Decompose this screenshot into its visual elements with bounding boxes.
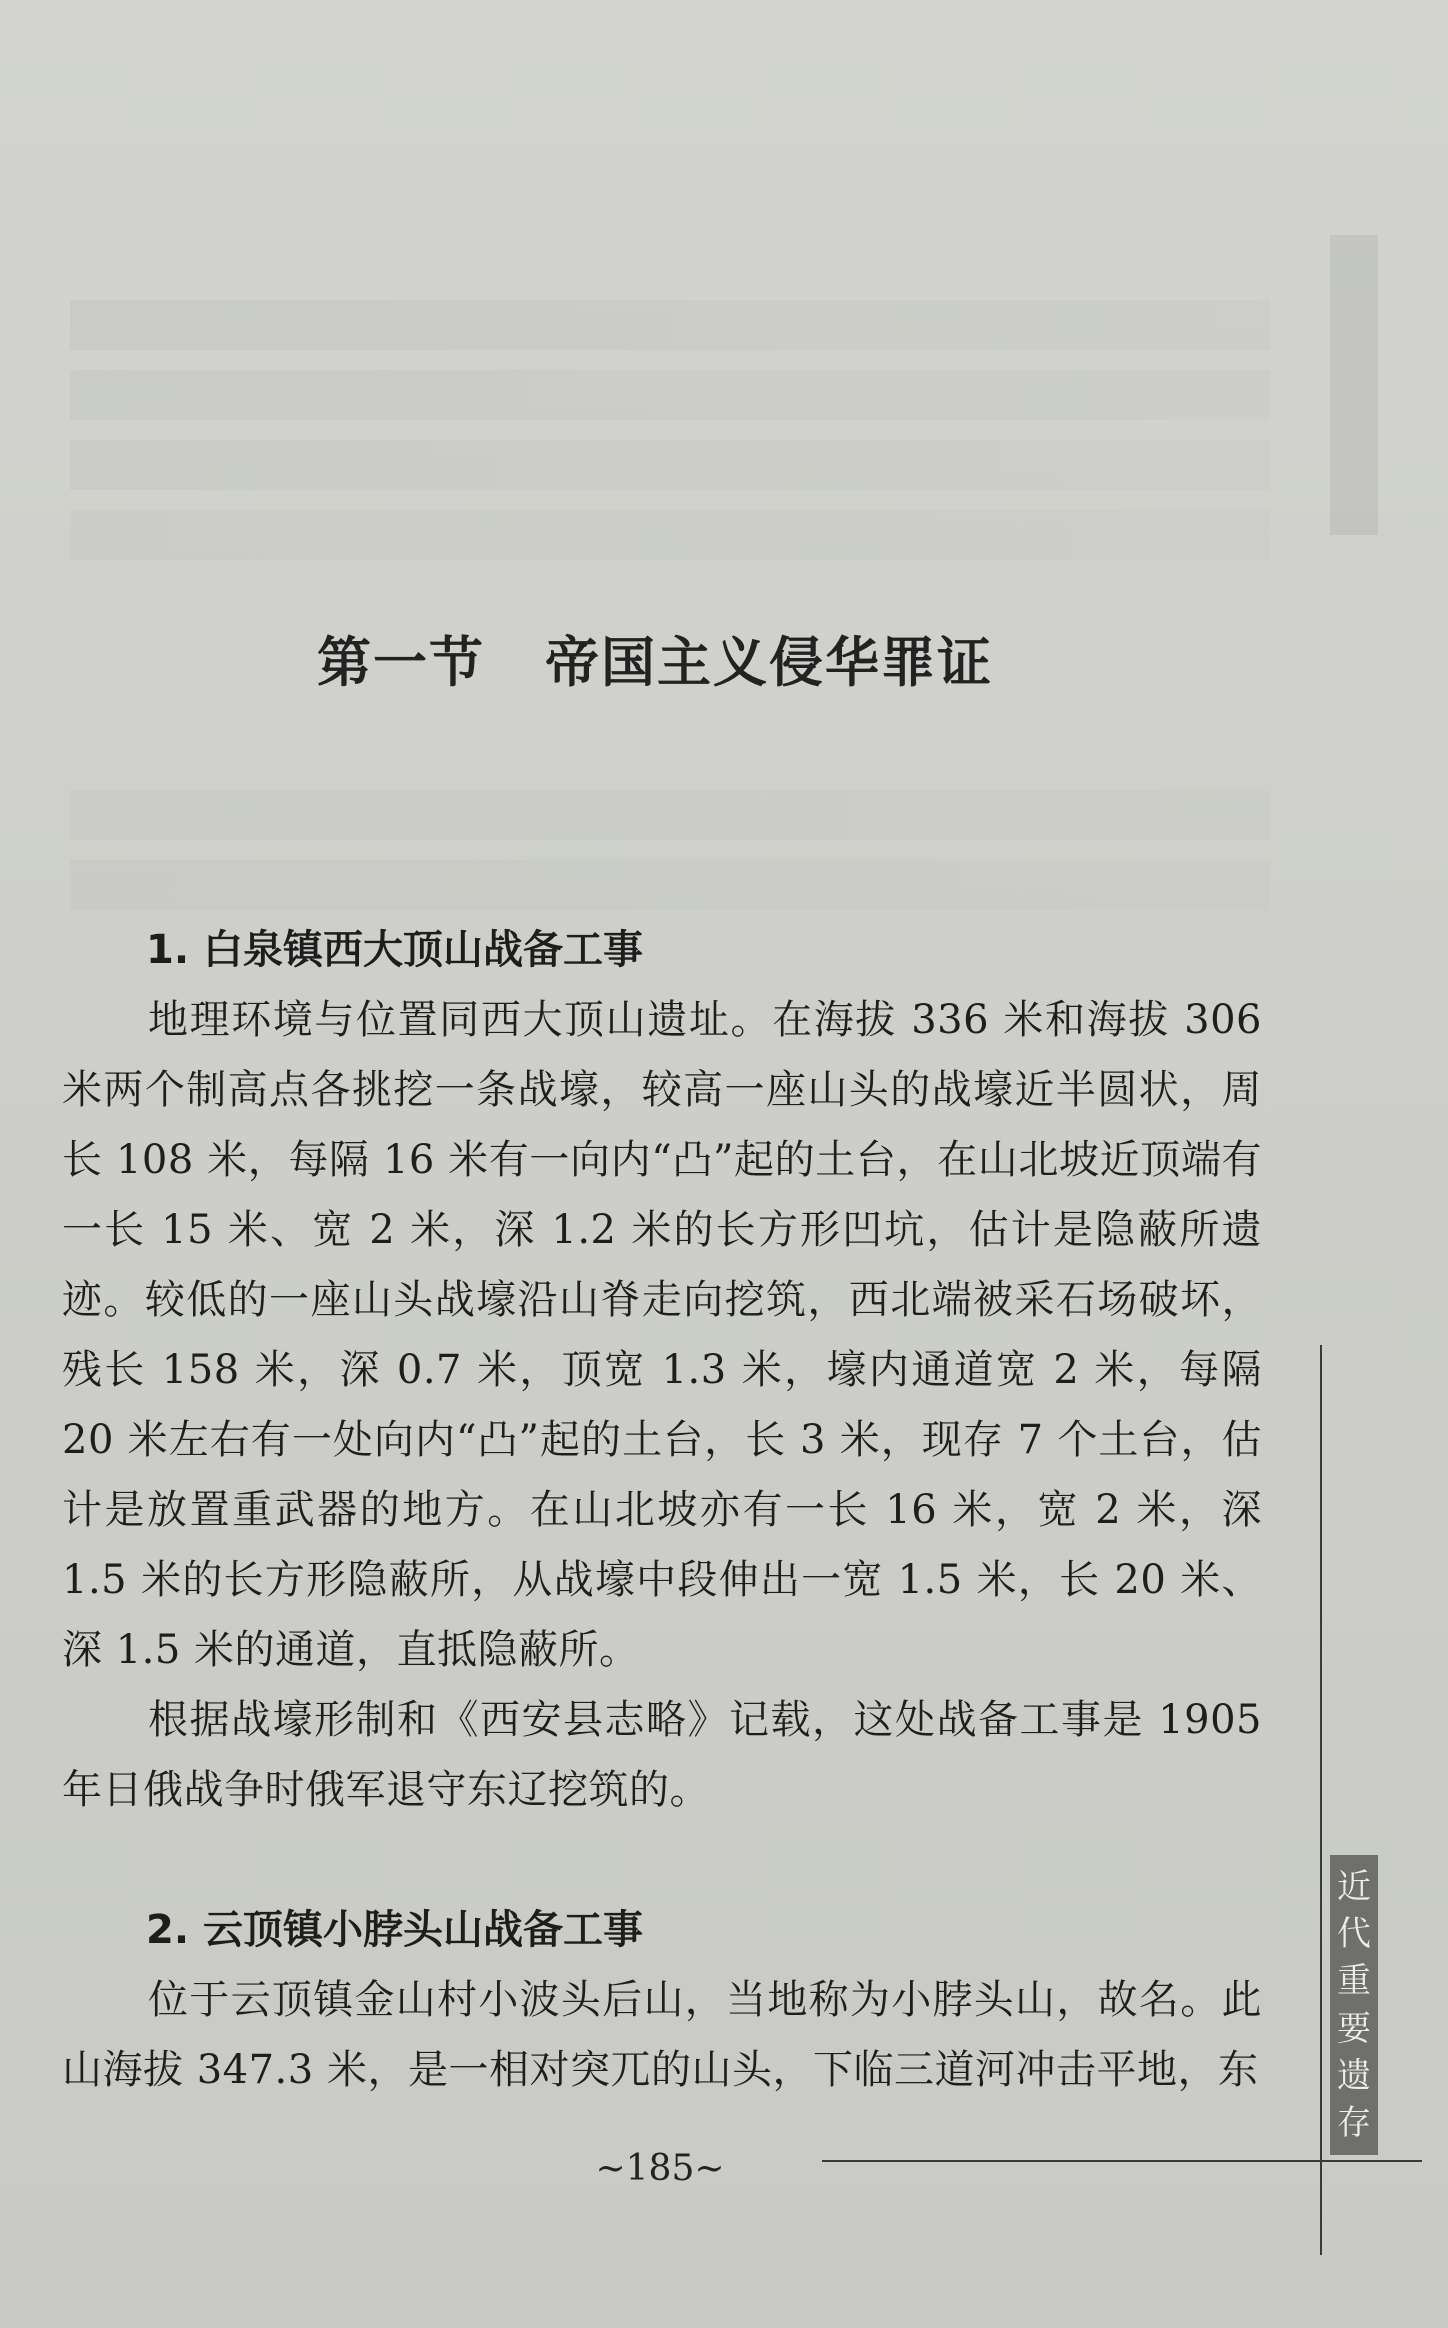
side-tab-char: 重 — [1337, 1961, 1371, 2002]
paragraph: 地理环境与位置同西大顶山遗址。在海拔 336 米和海拔 306 米两个制高点各挑挖一条战壕，较高一座山头的战壕近半圆状，周长 108 米，每隔 16 米有一向内“凸”起的土台，在山北坡近顶端有一长 15 米、宽 2 米，深 1.2 米的长方形凹坑，估计是隐蔽所遗迹。较低的一座山头战壕沿山脊走向挖筑，西北端被采石场破坏，残长 158 米，深 0.7 米，顶宽 1.3 米，壕内通道宽 2 米，每隔 20 米左右有一处向内“凸”起的土台，长 3 米，现存 7 个土台，估计是放置重武器的地方。在山北坡亦有一长 16 米，宽 2 米，深 1.5 米的长方形隐蔽所，从战壕中段伸出一宽 1.5 米，长 20 米、深 1.5 米的通道，直抵隐蔽所。 — [62, 997, 1262, 1673]
paragraph: 位于云顶镇金山村小波头后山，当地称为小脖头山，故名。此山海拔 347.3 米，是一相对突兀的山头，下临三道河冲击平地，东 — [62, 1977, 1262, 2093]
section-number: 第一节 — [317, 631, 485, 694]
section-title — [0, 620, 1310, 697]
bleed-through-texture — [70, 300, 1270, 350]
section-name: 帝国主义侵华罪证 — [545, 631, 993, 694]
paragraph: 根据战壕形制和《西安县志略》记载，这处战备工事是 1905 年日俄战争时俄军退守东辽挖筑的。 — [62, 1697, 1262, 1813]
side-tab-char: 代 — [1337, 1913, 1371, 1954]
side-tab-char: 近 — [1337, 1866, 1371, 1907]
bleed-through-texture — [70, 860, 1270, 910]
side-tab-bleed — [1330, 235, 1378, 535]
subsection-heading: 1. 白泉镇西大顶山战备工事 — [146, 927, 643, 973]
subsection-heading: 2. 云顶镇小脖头山战备工事 — [146, 1907, 643, 1953]
side-tab-char: 遗 — [1337, 2055, 1371, 2096]
bleed-through-texture — [70, 440, 1270, 490]
margin-rule-vertical — [1320, 1345, 1322, 2255]
bleed-through-texture — [70, 510, 1270, 560]
chapter-side-tab — [1330, 1855, 1378, 2155]
bleed-through-texture — [70, 370, 1270, 420]
body-text — [62, 915, 1262, 2105]
bleed-through-texture — [70, 790, 1270, 840]
side-tab-char: 存 — [1337, 2103, 1371, 2144]
side-tab-char: 要 — [1337, 2008, 1371, 2049]
page-number: ~185~ — [595, 2148, 725, 2189]
